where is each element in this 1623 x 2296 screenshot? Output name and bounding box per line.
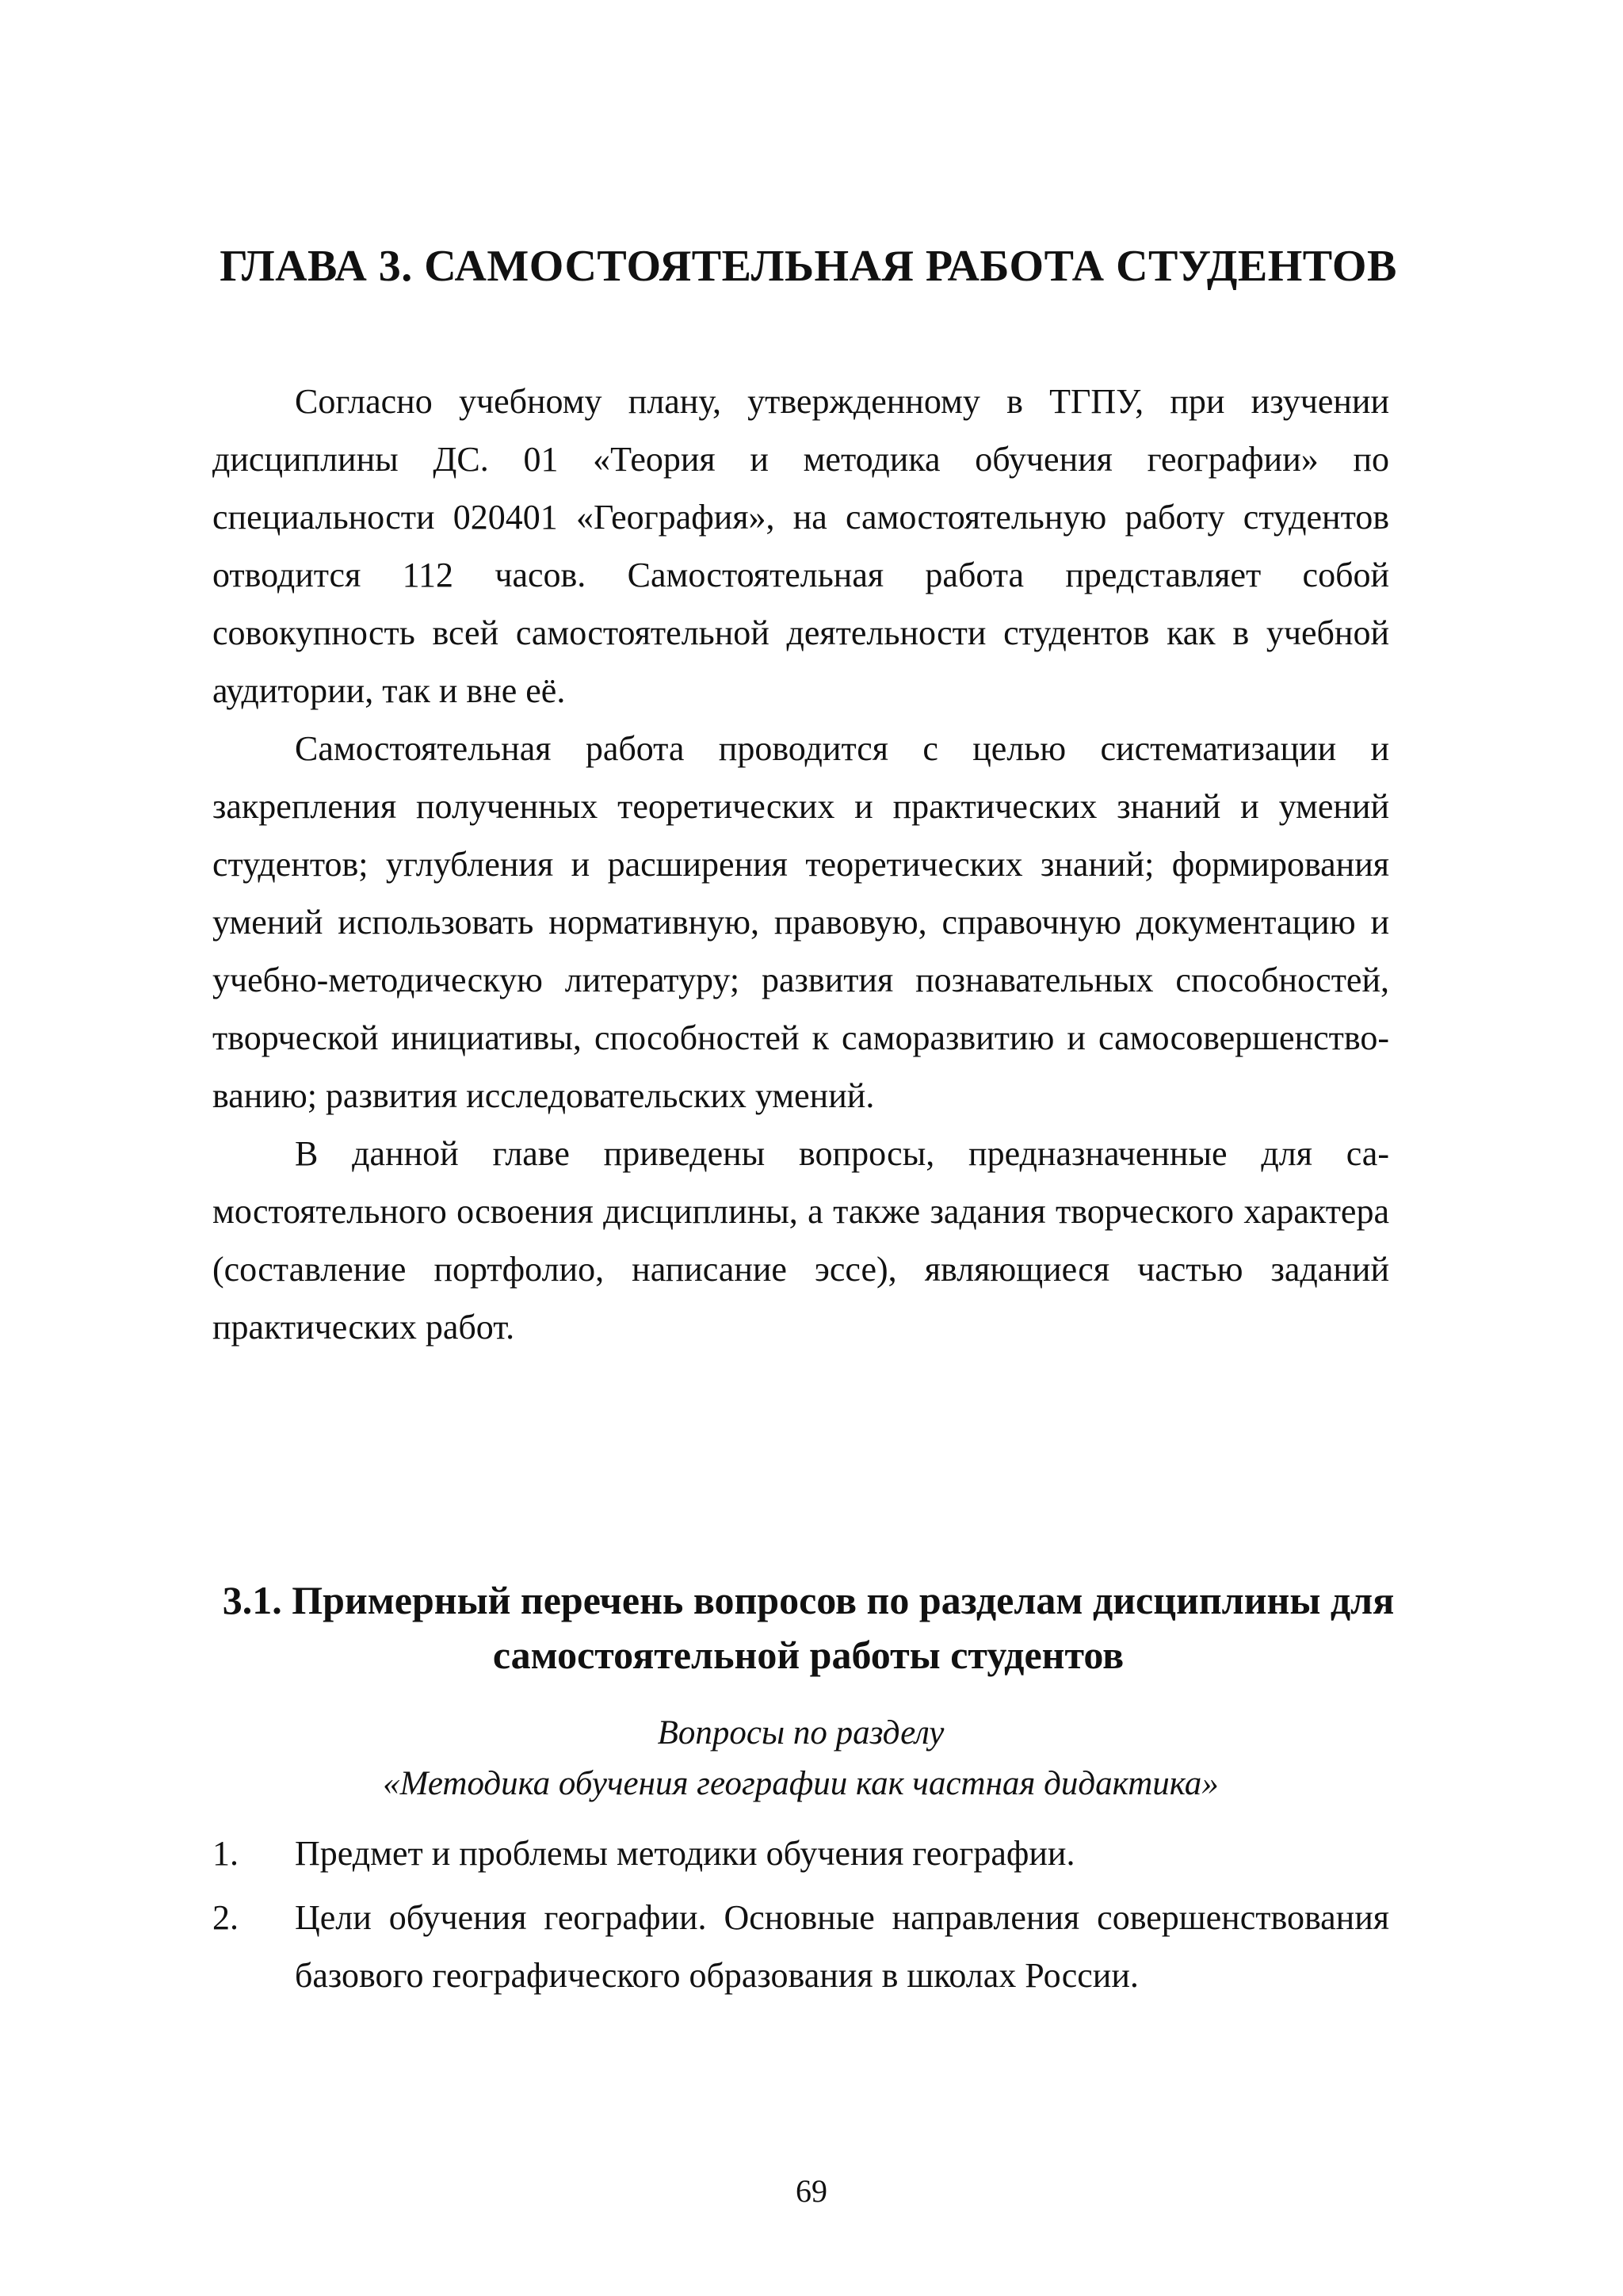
list-item-text: Цели обучения географии. Основные направления совершенствования базового географического образования в школах России. bbox=[295, 1898, 1389, 1995]
list-item bbox=[212, 1889, 1389, 2004]
list-item-number: 1. bbox=[212, 1834, 239, 1873]
paragraph-3: В данной главе приведены вопросы, предназначенные для самостоятельного освоения дисциплины, а также задания творческого характера (составление портфолио, написание эссе), являющиеся частью заданий практических работ. bbox=[212, 1134, 1389, 1347]
subheading-line-2: «Методика обучения географии как частная дидактика» bbox=[383, 1765, 1219, 1802]
list-item-text: Предмет и проблемы методики обучения географии. bbox=[295, 1834, 1075, 1873]
chapter-body bbox=[212, 372, 1389, 1356]
questions-list bbox=[212, 1824, 1389, 2011]
section-subheading bbox=[212, 1708, 1389, 1809]
section-title: 3.1. Примерный перечень вопросов по разделам дисциплины для самостоятельной работы студентов bbox=[222, 1578, 1395, 1677]
subheading-line-1: Вопросы по разделу bbox=[657, 1714, 945, 1752]
paragraph-2: Самостоятельная работа проводится с целью систематизации и закрепления полученных теоретических и практических знаний и умений студентов; углубления и расширения теоретических знаний; формирования умений использовать нормативную, правовую, справочную документацию и учебно-методическую литературу; развития познавательных способностей, творческой инициативы, способностей к саморазвитию и самосовершенствованию; развития исследовательских умений. bbox=[212, 729, 1389, 1115]
page-number: 69 bbox=[796, 2173, 827, 2209]
list-item-number: 2. bbox=[212, 1898, 239, 1937]
list-item bbox=[212, 1824, 1389, 1882]
paragraph-1: Согласно учебному плану, утвержденному в ТГПУ, при изучении дисциплины ДС. 01 «Теория и методика обучения географии» по специальности 020401 «География», на самостоятельную работу студентов отводится 112 часов. Самостоятельная работа представляет собой совокупность всей самостоятельной деятельности студентов как в учебной аудитории, так и вне её. bbox=[212, 382, 1389, 710]
chapter-title: ГЛАВА 3. САМОСТОЯТЕЛЬНАЯ РАБОТА СТУДЕНТОВ bbox=[220, 242, 1397, 291]
